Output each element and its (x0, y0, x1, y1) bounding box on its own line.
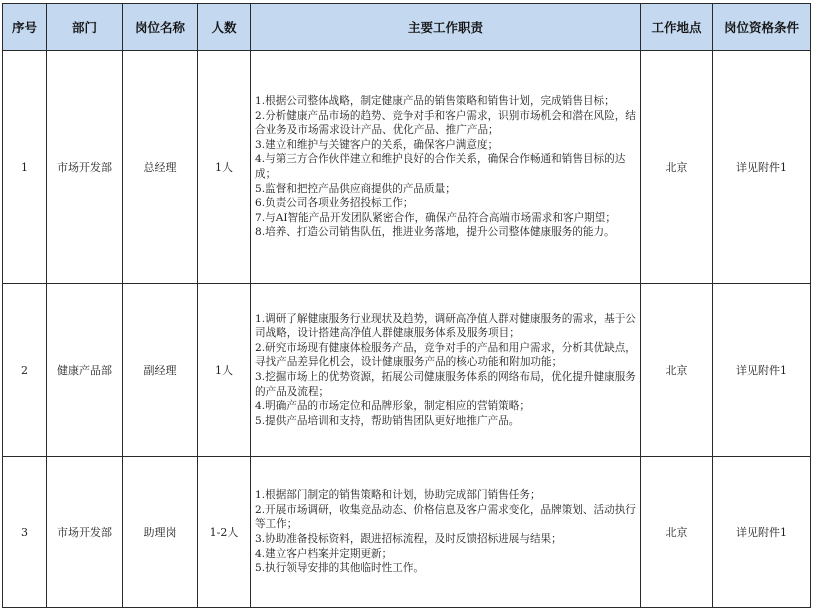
header-work-location: 工作地点 (641, 4, 713, 51)
cell-headcount: 1-2人 (198, 457, 251, 608)
cell-position: 副经理 (123, 284, 198, 457)
header-main-duties: 主要工作职责 (251, 4, 641, 51)
cell-department: 市场开发部 (47, 51, 123, 284)
cell-duties (251, 284, 641, 457)
table-row (3, 457, 811, 608)
duty-line: 2.研究市场现有健康体检服务产品，竞争对手的产品和用户需求，分析其优缺点，寻找产品差异化机会，设计健康服务产品的核心功能和附加功能； (255, 341, 636, 369)
cell-location: 北京 (641, 51, 713, 284)
table-row (3, 284, 811, 457)
duty-line: 3.协助准备投标资料，跟进招标流程，及时反馈招标进展与结果； (255, 533, 562, 545)
duty-line: 2.分析健康产品市场的趋势、竞争对手和客户需求，识别市场机会和潜在风险，结合业务及市场需求设计产品、优化产品、推广产品； (255, 109, 636, 137)
cell-department: 健康产品部 (47, 284, 123, 457)
header-serial-no: 序号 (3, 4, 47, 51)
duty-line: 3.挖掘市场上的优势资源，拓展公司健康服务体系的网络布局，优化提升健康服务的产品及流程； (255, 371, 636, 398)
duty-line: 4.与第三方合作伙伴建立和维护良好的合作关系，确保合作畅通和销售目标的达成； (255, 153, 626, 180)
duty-line: 2.开展市场调研，收集竞品动态、价格信息及客户需求变化，品牌策划、活动执行等工作； (255, 503, 636, 531)
cell-position: 总经理 (123, 51, 198, 284)
header-position-name: 岗位名称 (123, 4, 198, 51)
cell-location: 北京 (641, 457, 713, 608)
cell-location: 北京 (641, 284, 713, 457)
cell-serial-no: 3 (3, 457, 47, 608)
duty-line: 5.提供产品培训和支持，帮助销售团队更好地推广产品。 (255, 414, 520, 427)
cell-duties (251, 51, 641, 284)
cell-duties (251, 457, 641, 608)
cell-department: 市场开发部 (47, 457, 123, 608)
duty-line: 6.负责公司各项业务招投标工作； (255, 197, 414, 210)
cell-serial-no: 1 (3, 51, 47, 284)
table-row (3, 51, 811, 284)
cell-headcount: 1人 (198, 51, 251, 284)
duty-line: 1.调研了解健康服务行业现状及趋势，调研高净值人群对健康服务的需求，基于公司战略，设计搭建高净值人群健康服务体系及服务项目； (255, 312, 636, 340)
cell-headcount: 1人 (198, 284, 251, 457)
cell-qualification: 详见附件1 (713, 51, 811, 284)
cell-serial-no: 2 (3, 284, 47, 457)
header-headcount: 人数 (198, 4, 251, 51)
duty-line: 4.建立客户档案并定期更新； (255, 547, 393, 560)
duty-line: 1.根据公司整体战略，制定健康产品的销售策略和销售计划，完成销售目标； (255, 95, 615, 108)
duty-line: 3.建立和维护与关键客户的关系，确保客户满意度； (255, 138, 499, 151)
duty-line: 1.根据部门制定的销售策略和计划，协助完成部门销售任务； (255, 489, 541, 502)
cell-qualification: 详见附件1 (713, 457, 811, 608)
duty-line: 5.执行领导安排的其他临时性工作。 (255, 562, 425, 575)
cell-qualification: 详见附件1 (713, 284, 811, 457)
duty-line: 5.监督和把控产品供应商提供的产品质量； (255, 182, 456, 195)
header-department: 部门 (47, 4, 123, 51)
cell-position: 助理岗 (123, 457, 198, 608)
header-row (3, 4, 811, 51)
duty-line: 7.与AI智能产品开发团队紧密合作，确保产品符合高端市场需求和客户期望； (255, 211, 616, 224)
recruitment-table-container (2, 3, 811, 608)
header-qualifications: 岗位资格条件 (713, 4, 811, 51)
duty-line: 4.明确产品的市场定位和品牌形象，制定相应的营销策略； (255, 400, 530, 413)
duty-line: 8.培养、打造公司销售队伍，推进业务落地，提升公司整体健康服务的能力。 (255, 226, 615, 239)
job-positions-table (2, 3, 811, 608)
